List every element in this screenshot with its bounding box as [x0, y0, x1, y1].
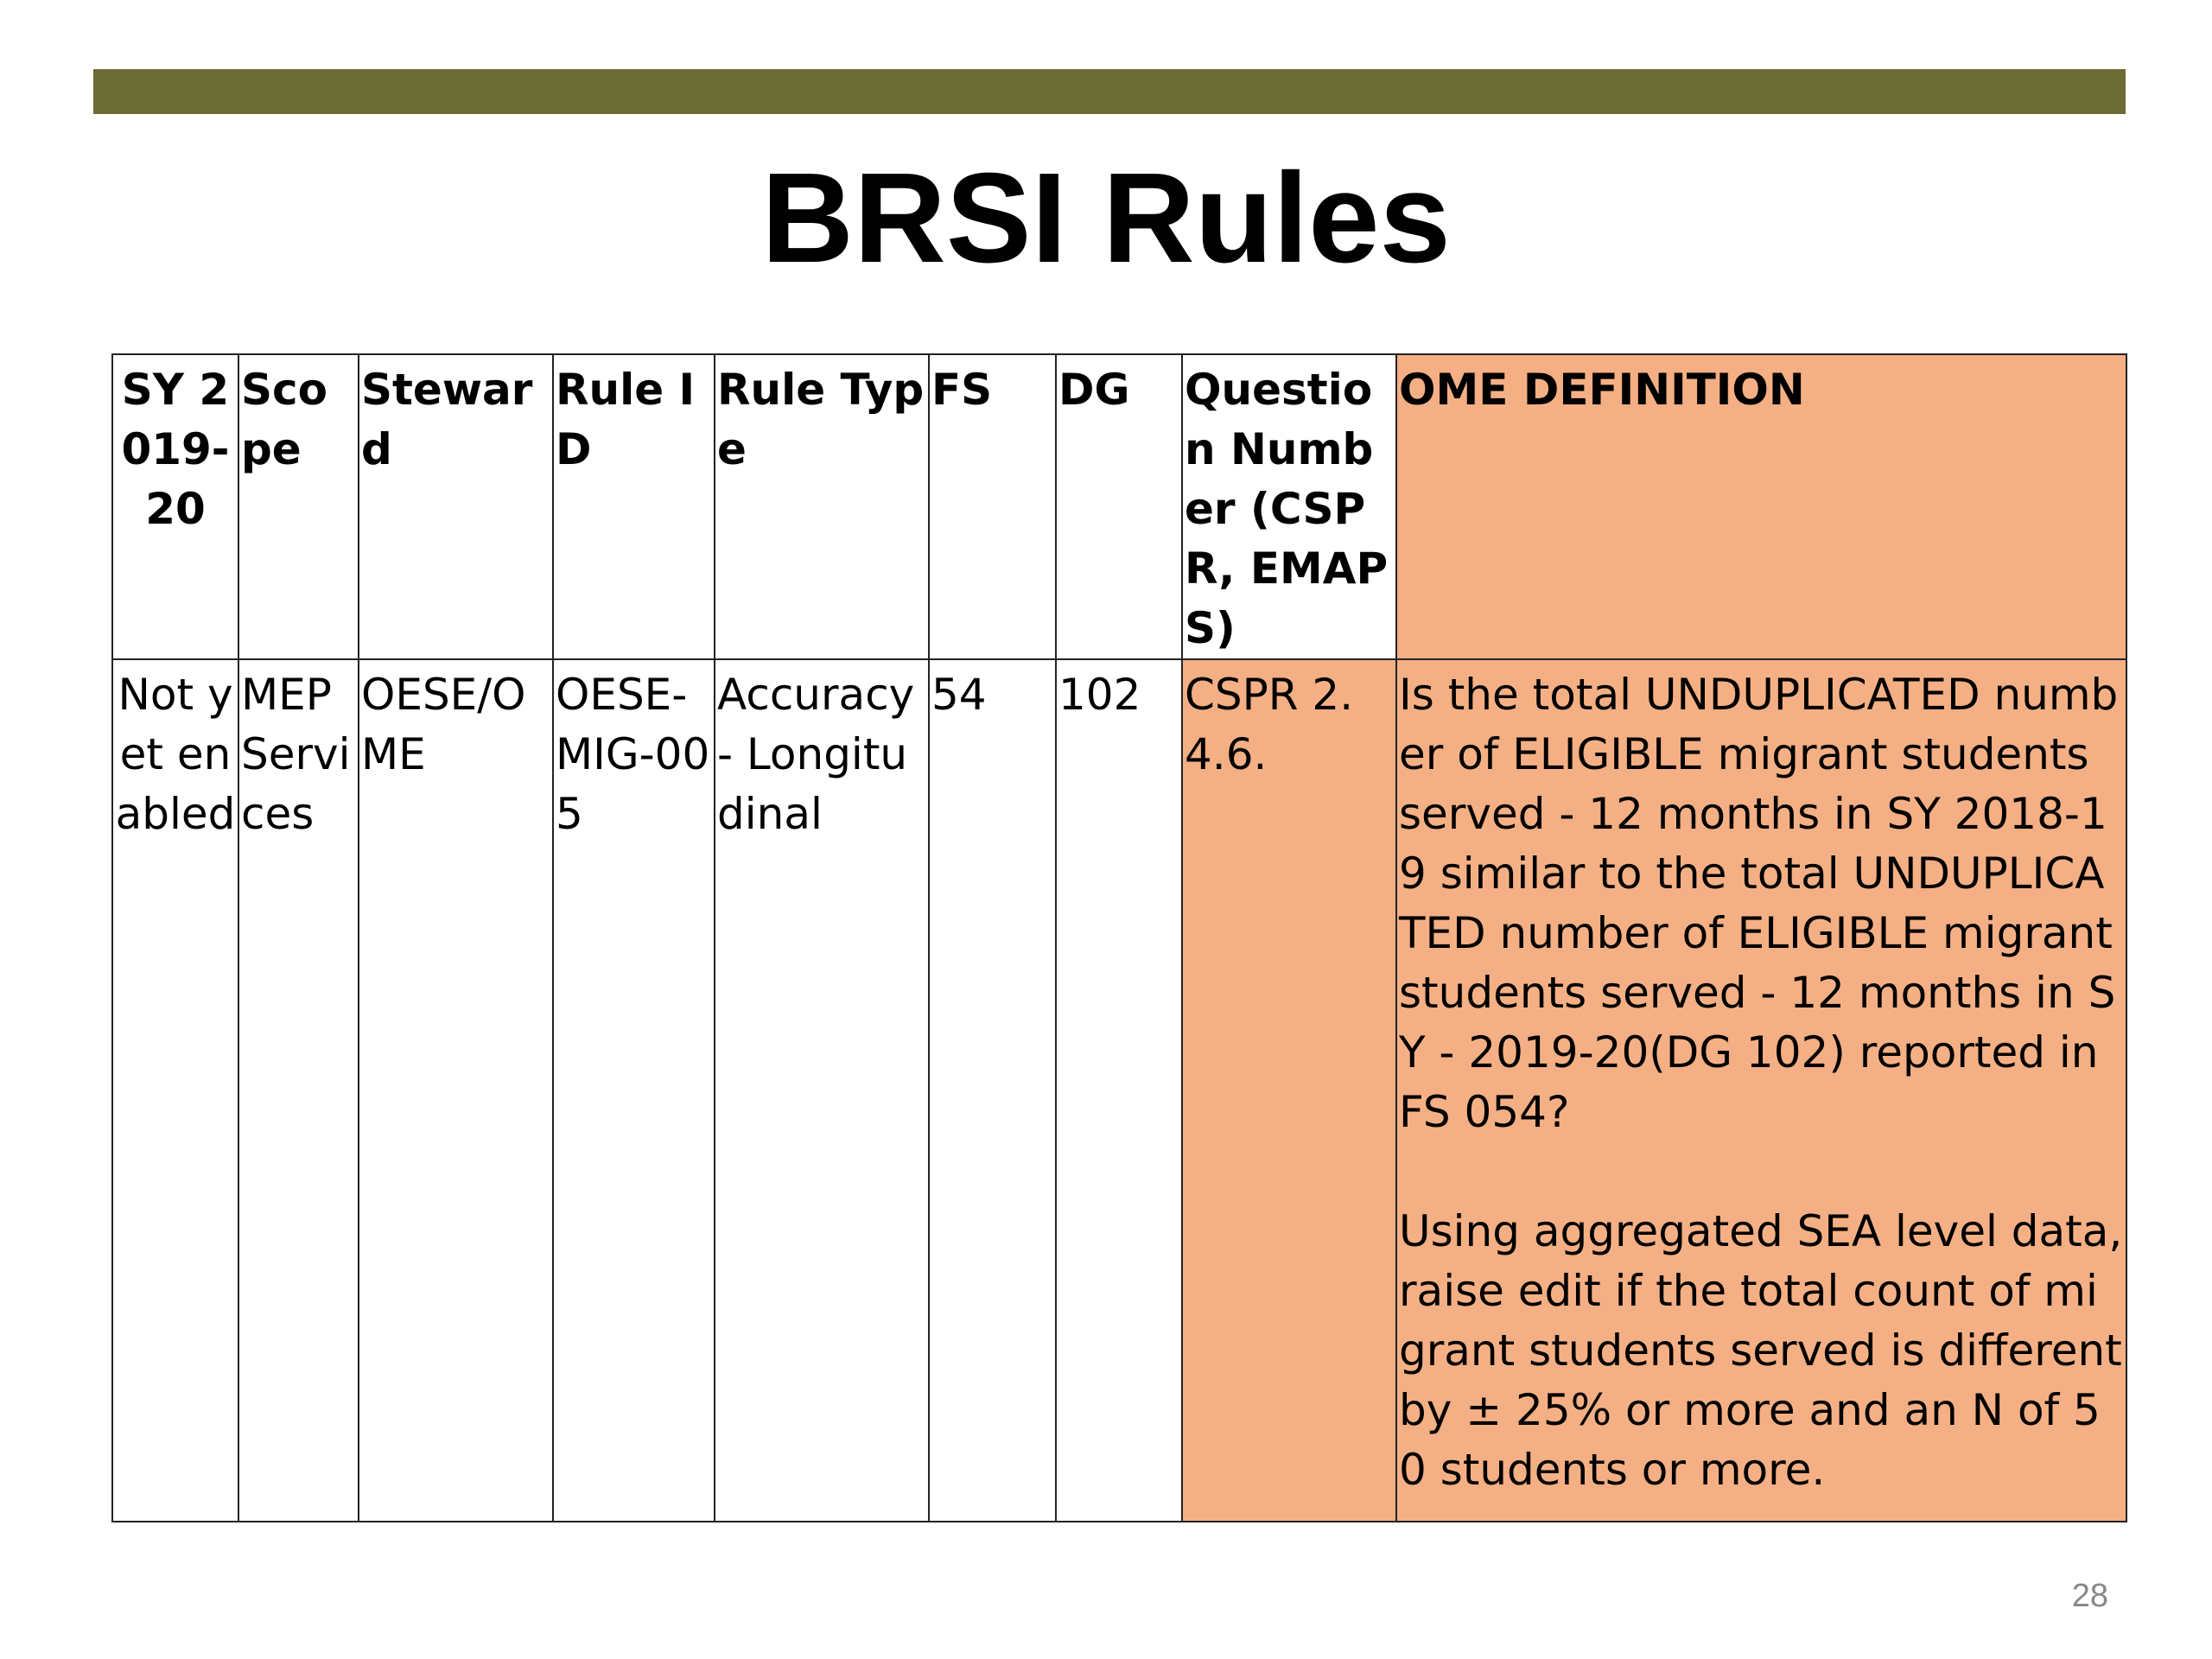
cell-scope: MEP Services	[238, 659, 359, 1522]
table-header-row	[112, 354, 2126, 659]
header-ome-definition: OME DEFINITION	[1396, 354, 2126, 659]
top-accent-bar	[93, 69, 2126, 114]
cell-fs: 54	[929, 659, 1056, 1522]
header-dg: DG	[1056, 354, 1182, 659]
ome-definition-rule: Using aggregated SEA level data, raise edit if the total count of migrant students served is different by ± 25% or more and an N of 50 students or more.	[1399, 1206, 2123, 1495]
cell-dg: 102	[1056, 659, 1182, 1522]
header-sy: SY 2019-20	[112, 354, 238, 659]
header-question-number: Question Number (CSPR, EMAPS)	[1182, 354, 1396, 659]
cell-rule-type: Accuracy - Longitudinal	[715, 659, 929, 1522]
header-fs: FS	[929, 354, 1056, 659]
header-rule-type: Rule Type	[715, 354, 929, 659]
header-scope: Scope	[238, 354, 359, 659]
cell-sy: Not yet enabled	[112, 659, 238, 1522]
ome-definition-question: Is the total UNDUPLICATED number of ELIGIBLE migrant students served - 12 months in SY 2018-19 similar to the total UNDUPLICATED number of ELIGIBLE migrant students served - 12 months in SY - 2019-20(DG 102) reported in FS 054?	[1399, 670, 2119, 1137]
cell-steward: OESE/OME	[359, 659, 553, 1522]
page-number: 28	[2071, 1578, 2108, 1614]
cell-rule-id: OESE-MIG-005	[553, 659, 715, 1522]
slide-title: BRSI Rules	[761, 147, 1451, 289]
brsi-rules-table	[111, 353, 2127, 1522]
table-row	[112, 659, 2126, 1522]
cell-question-number: CSPR 2.4.6.	[1182, 659, 1396, 1522]
header-rule-id: Rule ID	[553, 354, 715, 659]
header-steward: Steward	[359, 354, 553, 659]
cell-ome-definition	[1396, 659, 2126, 1522]
